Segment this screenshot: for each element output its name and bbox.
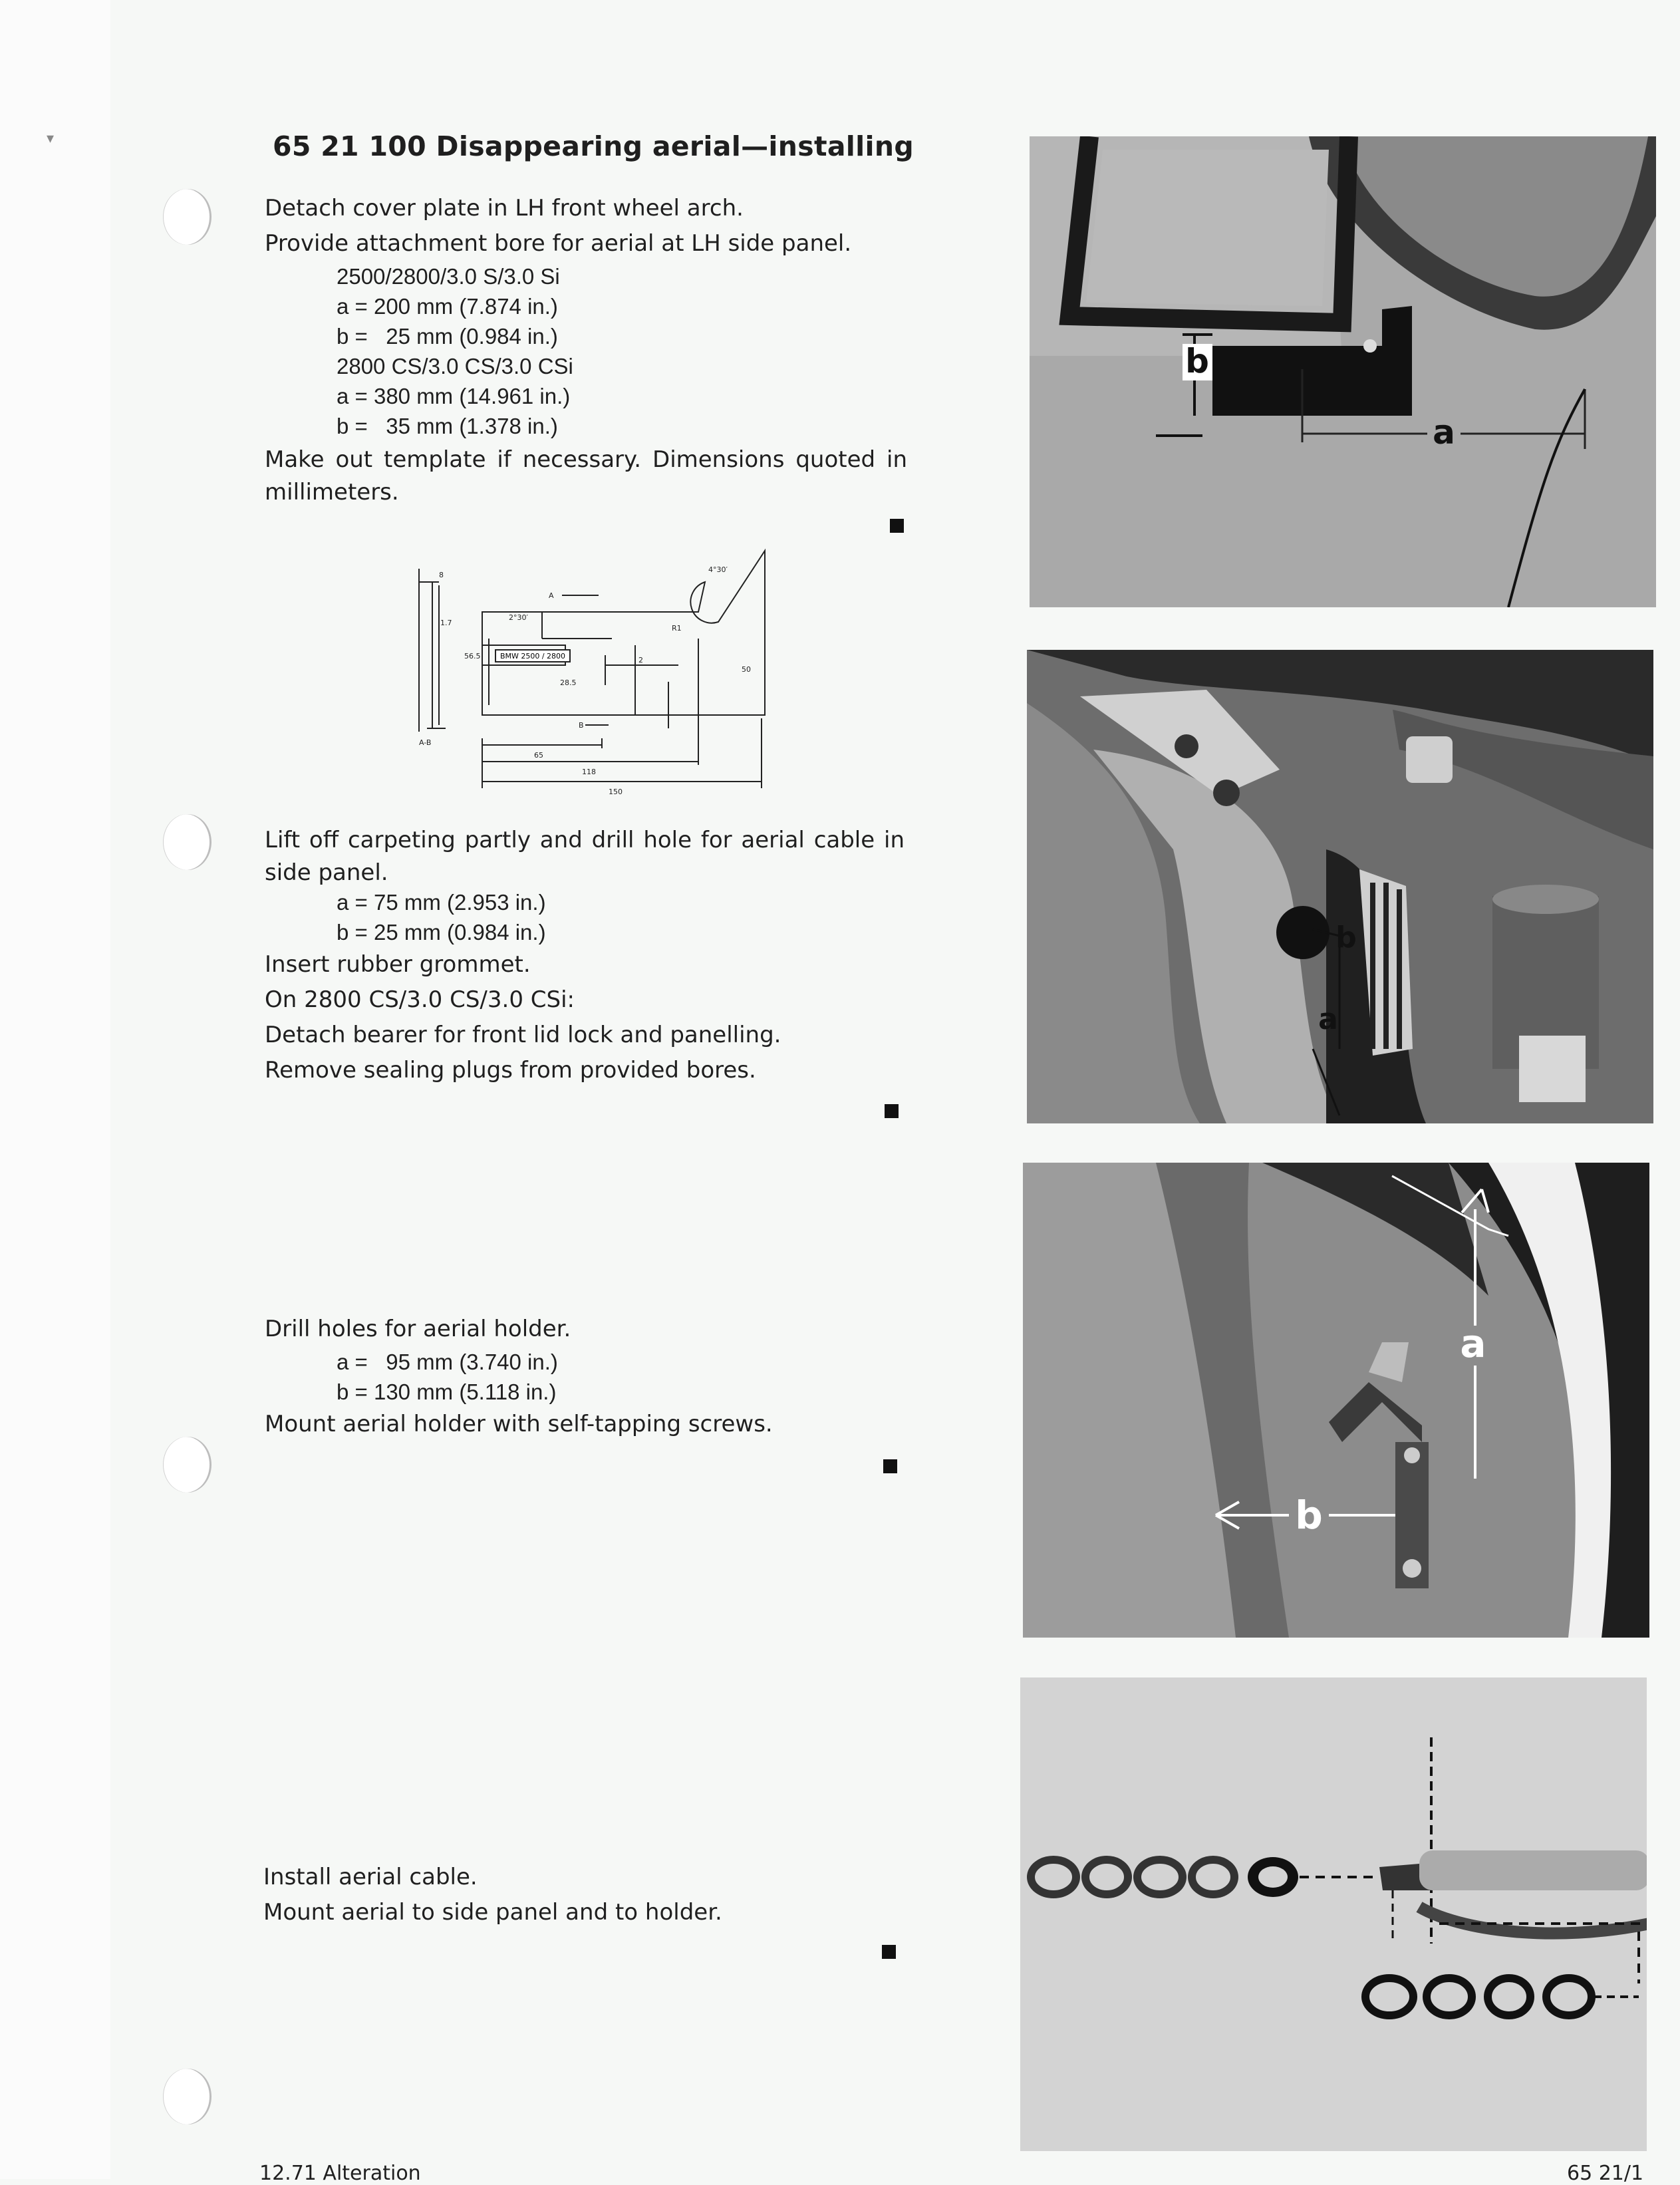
- end-of-step-marker: [883, 1459, 897, 1473]
- punch-hole: [164, 814, 211, 870]
- dim-17: 1.7: [440, 619, 452, 627]
- dim-b-2: b = 35 mm (1.378 in.): [337, 414, 558, 438]
- photo-3-label-b: b: [1295, 1493, 1323, 1538]
- angle-2: 2°30′: [509, 613, 528, 622]
- note-line-1: Make out template if necessary. Dimensions quoted in: [265, 446, 907, 473]
- dim-56: 56.5: [464, 652, 481, 660]
- note-line-2: millimeters.: [265, 479, 399, 506]
- dim-8: 8: [439, 571, 444, 579]
- models-1: 2500/2800/3.0 S/3.0 Si: [337, 264, 560, 289]
- photo-aerial-parts: [1020, 1677, 1647, 2151]
- step-2-line-3: Insert rubber grommet.: [265, 951, 531, 978]
- page-title: 65 21 100 Disappearing aerial—installing: [273, 130, 914, 162]
- dim-a-1: a = 200 mm (7.874 in.): [337, 294, 558, 319]
- photo-1-label-a: a: [1433, 413, 1455, 452]
- step-3-line-2: Mount aerial holder with self-tapping screws.: [265, 1411, 773, 1437]
- step-3-dim-a: a = 95 mm (3.740 in.): [337, 1350, 558, 1374]
- step-1-line-2: Provide attachment bore for aerial at LH side panel.: [265, 230, 852, 257]
- dim-28: 28.5: [560, 678, 577, 687]
- section-b: B: [579, 721, 584, 730]
- step-2-line-5: Detach bearer for front lid lock and panelling.: [265, 1022, 781, 1048]
- step-3-dim-b: b = 130 mm (5.118 in.): [337, 1380, 557, 1404]
- end-of-step-marker: [882, 1945, 896, 1959]
- step-4-line-1: Install aerial cable.: [263, 1864, 478, 1890]
- step-2-line-4: On 2800 CS/3.0 CS/3.0 CSi:: [265, 986, 575, 1013]
- dim-a-2: a = 380 mm (14.961 in.): [337, 384, 571, 408]
- photo-2-label-a: a: [1318, 1002, 1338, 1036]
- step-2-dim-a: a = 75 mm (2.953 in.): [337, 890, 546, 915]
- footer-edition: 12.71 Alteration: [259, 2162, 421, 2185]
- step-2-line-2: side panel.: [265, 859, 388, 886]
- photo-3-label-a: a: [1460, 1321, 1486, 1366]
- scan-speck: ▾: [47, 130, 55, 147]
- photo-1-label-b: b: [1185, 342, 1209, 380]
- step-2-dim-b: b = 25 mm (0.984 in.): [337, 920, 546, 945]
- dim-150: 150: [609, 788, 623, 796]
- photo-wheel-arch-template: [1030, 136, 1656, 607]
- end-of-step-marker: [890, 519, 904, 533]
- dim-b-1: b = 25 mm (0.984 in.): [337, 324, 558, 349]
- step-1-line-1: Detach cover plate in LH front wheel arch.: [265, 195, 744, 221]
- step-2: [265, 823, 916, 1088]
- punch-hole: [164, 1437, 211, 1493]
- punch-hole: [164, 189, 211, 245]
- step-2-line-6: Remove sealing plugs from provided bores.: [265, 1057, 756, 1084]
- models-2: 2800 CS/3.0 CS/3.0 CSi: [337, 354, 573, 378]
- punch-hole: [164, 2069, 211, 2124]
- step-3: [265, 1312, 916, 1442]
- template-drawing: [406, 545, 778, 798]
- dim-2: 2: [638, 656, 643, 664]
- page-left-margin: [0, 0, 110, 2179]
- step-4: [263, 1860, 915, 1930]
- step-1: [265, 191, 916, 507]
- step-4-line-2: Mount aerial to side panel and to holder.: [263, 1899, 722, 1926]
- section-a: A: [549, 591, 554, 600]
- section-ab: A-B: [419, 738, 432, 747]
- photo-2-label-b: b: [1335, 921, 1357, 954]
- end-of-step-marker: [885, 1104, 899, 1118]
- photo-aerial-holder: [1023, 1163, 1649, 1638]
- photo-side-panel-drill: [1027, 650, 1653, 1123]
- dim-65: 65: [534, 751, 543, 760]
- dim-50: 50: [742, 665, 751, 674]
- template-label-box: BMW 2500 / 2800: [499, 652, 566, 660]
- dim-118: 118: [582, 768, 596, 776]
- step-3-line-1: Drill holes for aerial holder.: [265, 1316, 571, 1342]
- angle-1: 4°30′: [708, 565, 728, 574]
- footer-page-number: 65 21/1: [1567, 2162, 1644, 2185]
- radius-label: R1: [672, 624, 682, 633]
- step-2-line-1: Lift off carpeting partly and drill hole for aerial cable in: [265, 827, 905, 853]
